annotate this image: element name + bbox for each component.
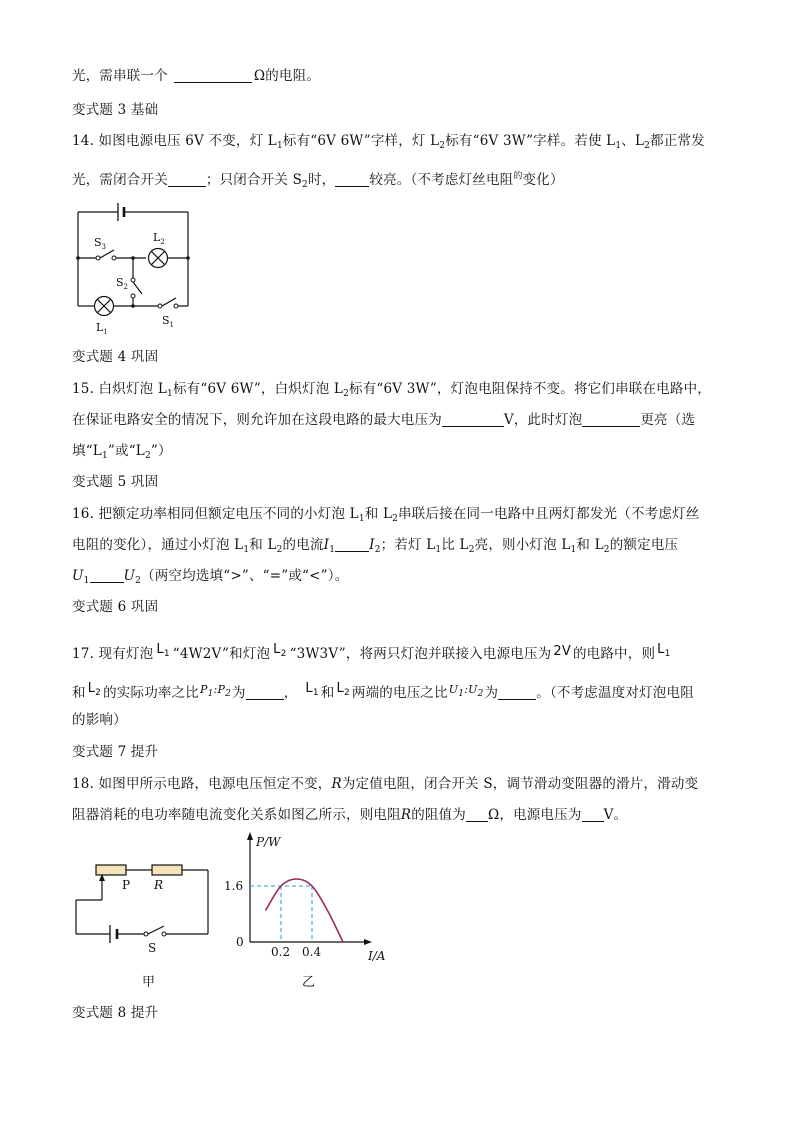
text: 光，需闭合开关: [72, 172, 168, 188]
subscript: 1: [101, 451, 108, 461]
symbol: R: [331, 776, 342, 792]
x-axis-arrow-icon: [364, 939, 372, 945]
formula-lamp-l1: $L_1$: [156, 642, 170, 659]
text: 和 L: [249, 537, 277, 553]
text: 、L: [621, 133, 645, 149]
y-axis-label: P/W: [256, 835, 281, 849]
subscript: 2: [468, 545, 475, 555]
q18-circuit-diagram: [68, 855, 218, 995]
text: 标有“6V 3W”字样。若使 L: [445, 133, 616, 149]
superscript: 的: [513, 171, 523, 182]
origin-label: 0: [236, 935, 244, 949]
variant-label: 变式题 3 基础: [72, 102, 159, 118]
subscript: 2: [374, 545, 381, 555]
x-tick-label: 0.2: [271, 945, 291, 959]
q14-line-1: [72, 131, 705, 151]
text: 亮，则小灯泡 L: [474, 537, 571, 553]
formula-lamp-l1: $L_1$: [305, 681, 319, 698]
subscript: 1: [83, 576, 90, 586]
text: Ω，电源电压为: [488, 807, 582, 823]
text: 标有“6V 3W”，灯泡电阻保持不变。将它们串联在电路中，: [349, 381, 711, 397]
text: 在保证电路安全的情况下，则允许加在这段电路的最大电压为: [72, 412, 442, 428]
text: 串联后接在同一电路中且两灯都发光（不考虑灯丝: [398, 506, 700, 522]
q16-line-3: [72, 566, 348, 586]
variant-label: 变式题 8 提升: [72, 1005, 159, 1021]
switch-s2-label: $S_2$: [116, 276, 129, 291]
text: ”）: [150, 443, 172, 459]
q16-line-2: [72, 535, 678, 555]
carry-over-line: [72, 66, 320, 86]
subscript: 1: [167, 389, 173, 399]
answer-blank: [90, 568, 124, 583]
slider-p-label: P: [122, 878, 131, 892]
answer-blank: [582, 807, 604, 822]
text: 两端的电压之比: [351, 685, 448, 701]
q15-line-1: [72, 379, 711, 399]
subscript: 2: [276, 545, 283, 555]
q17-line-3: 的影响）: [72, 712, 127, 728]
answer-blank: [498, 685, 536, 700]
text: 光，需串联一个: [72, 68, 168, 84]
text: 和: [72, 685, 86, 701]
q15-line-3: [72, 441, 172, 461]
text: “4W2V”和灯泡: [172, 646, 271, 662]
formula-lamp-l2: $L_2$: [336, 681, 350, 698]
text: 的电路中，则: [572, 646, 656, 662]
text: 阻器消耗的电功率随电流变化关系如图乙所示，则电阻: [72, 807, 401, 823]
symbol: U: [123, 568, 136, 584]
power-curve: [266, 879, 344, 942]
text: ，: [283, 685, 298, 701]
answer-blank: [442, 412, 504, 427]
text: 都正常发: [650, 133, 705, 149]
text: 17. 现有灯泡: [72, 646, 154, 662]
text: 更亮（选: [640, 412, 696, 428]
formula-voltage-ratio: U1:U2: [448, 683, 484, 699]
answer-blank: [335, 537, 369, 552]
symbol: R: [400, 807, 412, 823]
x-axis-label: I/A: [368, 949, 386, 963]
text: 为定值电阻，闭合开关 S，调节滑动变阻器的滑片，滑动变: [341, 776, 699, 792]
q14-circuit-diagram: [70, 198, 200, 340]
text: 和 L: [364, 506, 393, 522]
answer-blank: [582, 412, 640, 427]
q15-line-2: [72, 410, 695, 430]
text: （两空均选填“>”、“=”或“<”）。: [141, 568, 349, 584]
subscript: 1: [276, 141, 283, 151]
subscript: 1: [243, 545, 250, 555]
subscript: 1: [329, 545, 336, 555]
formula-voltage: 2V: [553, 644, 571, 659]
subscript: 2: [392, 514, 399, 524]
formula-lamp-l2: $L_2$: [273, 642, 287, 659]
text: “3W3V”，将两只灯泡并联接入电源电压为: [289, 646, 552, 662]
q17-line-1: [72, 640, 673, 664]
q16-line-1: [72, 504, 699, 524]
text: 标有“6V 6W”字样，灯 L: [282, 133, 440, 149]
formula-lamp-l2: $L_2$: [87, 681, 102, 698]
text: 18. 如图甲所示电路，电源电压恒定不变，: [72, 776, 332, 792]
subscript: 2: [135, 576, 142, 586]
symbol: I: [323, 537, 330, 553]
text: 填“L: [72, 443, 102, 459]
answer-blank: [168, 172, 206, 187]
text: 14. 如图电源电压 6V 不变，灯 L: [72, 133, 277, 149]
subscript: 1: [570, 545, 577, 555]
subscript: 2: [144, 451, 151, 461]
answer-blank: [246, 685, 284, 700]
text: 的电流: [282, 537, 324, 553]
figure-caption-jia: 甲: [142, 975, 156, 990]
formula-lamp-l1: $L_1$: [657, 642, 671, 659]
text: 的阻值为: [411, 807, 466, 823]
answer-blank: [335, 172, 369, 187]
subscript: 2: [644, 141, 651, 151]
text: 15. 白炽灯泡 L: [72, 381, 168, 397]
q18-line-1: [72, 774, 698, 794]
text: 电阻的变化），通过小灯泡 L: [72, 537, 244, 553]
text: 的额定电压: [609, 537, 679, 553]
variant-label: 变式题 7 提升: [72, 744, 159, 760]
text: V，此时灯泡: [503, 412, 583, 428]
text: 为: [484, 685, 499, 701]
text: Ω的电阻。: [253, 68, 321, 84]
text: ；只闭合开关 S: [205, 172, 303, 188]
subscript: 2: [603, 545, 610, 555]
text: 标有“6V 6W”，白炽灯泡 L: [172, 381, 344, 397]
text: 和: [320, 685, 335, 701]
subscript: 1: [435, 545, 442, 555]
figure-caption-yi: 乙: [302, 975, 316, 990]
symbol: U: [72, 568, 84, 584]
q14-line-2: [72, 170, 564, 190]
lamp-l1-label: $L_1$: [96, 321, 108, 336]
variant-label: 变式题 4 巩固: [72, 349, 159, 365]
lamp-l2-label: $L_2$: [153, 231, 165, 246]
subscript: 2: [302, 180, 308, 190]
resistor-r-label: R: [154, 878, 164, 892]
text: 变化）: [522, 172, 564, 188]
symbol: I: [369, 537, 375, 553]
q18-power-current-graph: [222, 828, 402, 993]
x-tick-label: 0.4: [302, 945, 322, 959]
answer-blank: [174, 68, 252, 83]
switch-s3-label: $S_3$: [94, 236, 107, 251]
text: 的实际功率之比: [103, 685, 199, 701]
text: ；若灯 L: [380, 537, 436, 553]
text: 16. 把额定功率相同但额定电压不同的小灯泡 L: [72, 506, 359, 522]
y-axis-arrow-icon: [247, 832, 253, 840]
switch-s1-label: $S_1$: [162, 314, 175, 329]
text: 。（不考虑温度对灯泡电阻: [536, 685, 694, 701]
text: 比 L: [441, 537, 469, 553]
formula-power-ratio: P1:P2: [200, 683, 231, 699]
text: 为: [232, 685, 246, 701]
switch-s-label: S: [148, 941, 157, 955]
subscript: 1: [615, 141, 622, 151]
text: V。: [603, 807, 628, 823]
subscript: 2: [439, 141, 446, 151]
text: 较亮。（不考虑灯丝电阻: [369, 172, 514, 188]
subscript: 1: [358, 514, 365, 524]
variant-label: 变式题 6 巩固: [72, 599, 159, 615]
subscript: 2: [343, 389, 350, 399]
q17-line-2: [72, 679, 694, 703]
text: ”或“L: [107, 443, 145, 459]
answer-blank: [466, 807, 488, 822]
text: 和 L: [576, 537, 604, 553]
text: 时，: [307, 172, 336, 188]
q18-line-2: [72, 805, 627, 825]
y-tick-label: 1.6: [224, 879, 244, 893]
variant-label: 变式题 5 巩固: [72, 474, 159, 490]
